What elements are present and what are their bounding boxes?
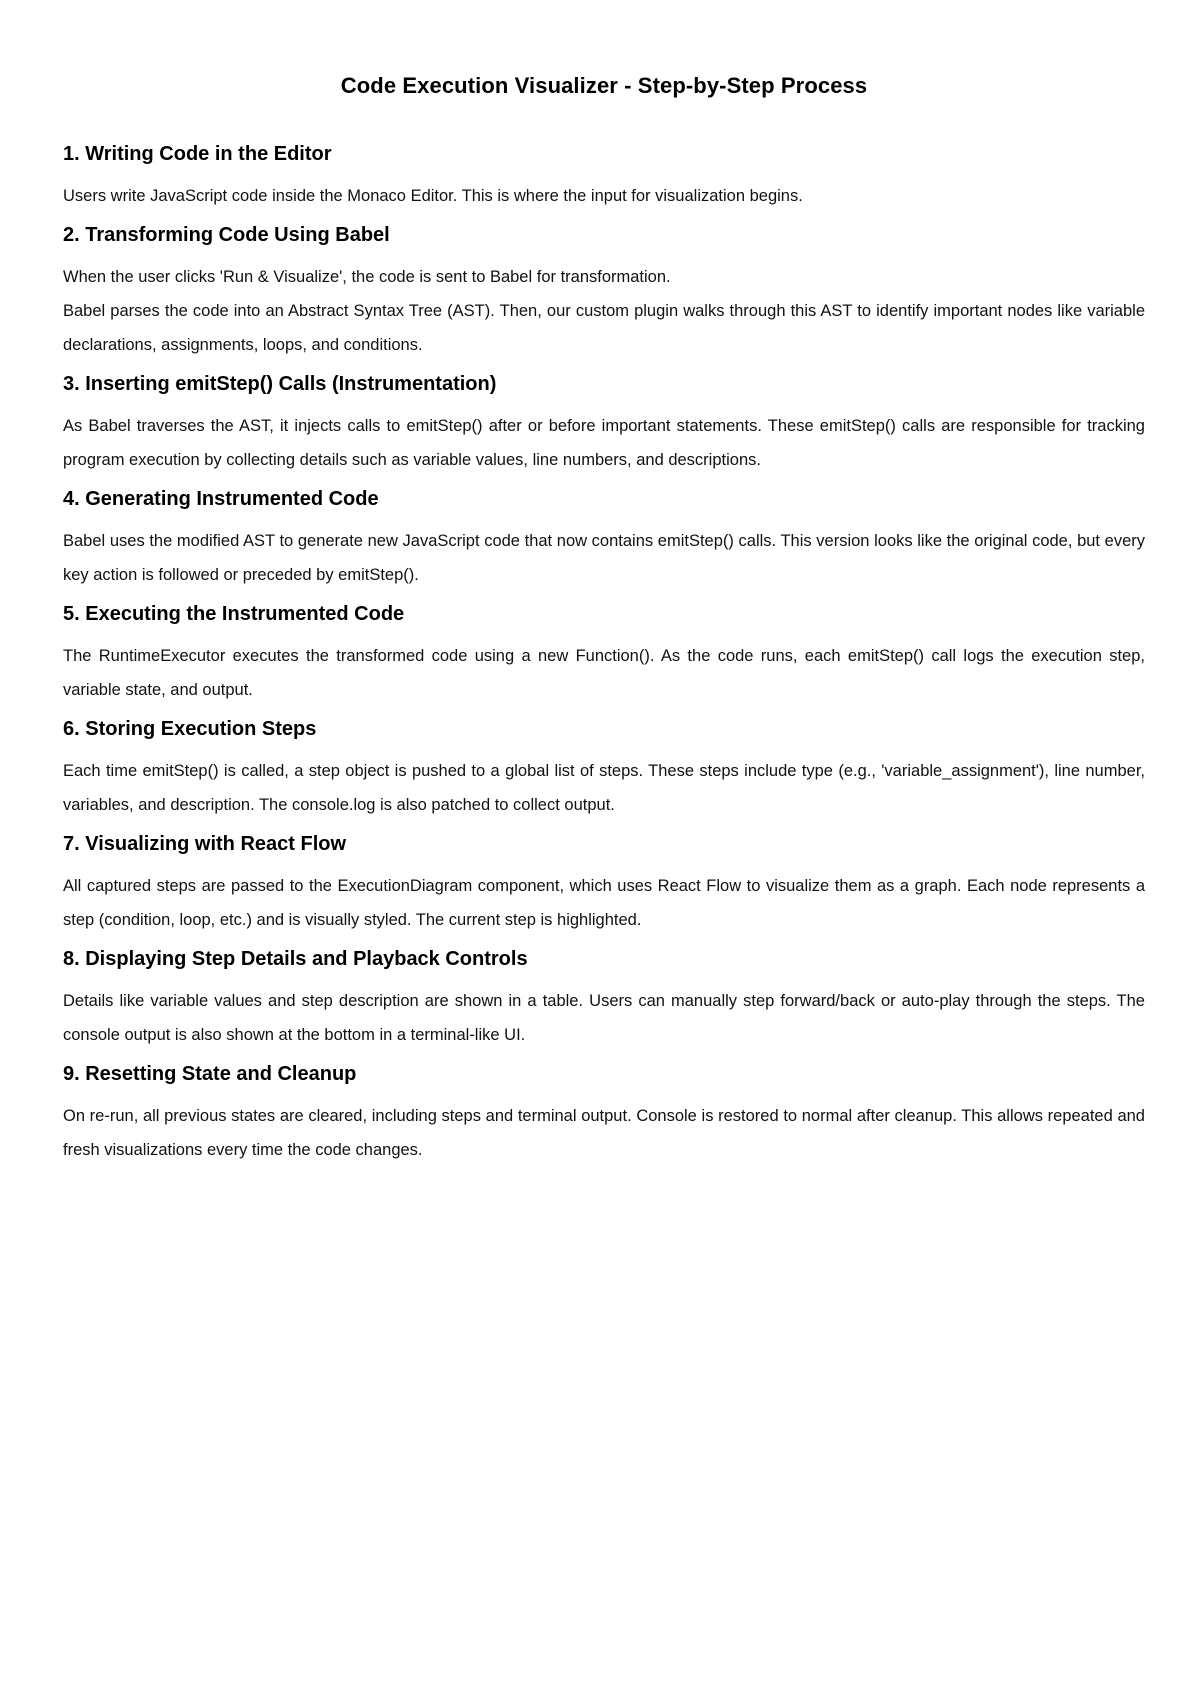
section-heading: 1. Writing Code in the Editor [63, 143, 332, 165]
section-heading: 4. Generating Instrumented Code [63, 488, 379, 510]
section-paragraph: The RuntimeExecutor executes the transformed code using a new Function(). As the code runs, each emitStep() call logs the execution step, variable state, and output. [63, 647, 1145, 699]
section-paragraph: All captured steps are passed to the ExecutionDiagram component, which uses React Flow to visualize them as a graph. Each node represents a step (condition, loop, etc.) and is visually styled. The current step is highlighted. [63, 877, 1145, 929]
section-heading: 5. Executing the Instrumented Code [63, 603, 405, 625]
section-paragraph: On re-run, all previous states are cleared, including steps and terminal output. Console is restored to normal after cleanup. This allows repeated and fresh visualizations every time the code changes. [63, 1107, 1145, 1159]
section-heading: 7. Visualizing with React Flow [63, 833, 347, 855]
document-content [63, 66, 1145, 1174]
section-paragraph: Details like variable values and step description are shown in a table. Users can manually step forward/back or auto-play through the steps. The console output is also shown at the bottom in a terminal-like UI. [63, 992, 1145, 1044]
document-title: Code Execution Visualizer - Step-by-Step Process [340, 73, 868, 98]
section-paragraph: Users write JavaScript code inside the Monaco Editor. This is where the input for visualization begins. [63, 187, 803, 205]
section-heading: 2. Transforming Code Using Babel [63, 224, 390, 246]
section-writing-code [63, 139, 1145, 213]
section-generating-code [63, 484, 1145, 592]
section-paragraph: As Babel traverses the AST, it injects calls to emitStep() after or before important statements. These emitStep() calls are responsible for tracking program execution by collecting details such as variable values, line numbers, and descriptions. [63, 417, 1145, 469]
section-paragraph: When the user clicks 'Run & Visualize', the code is sent to Babel for transformation. [63, 268, 671, 286]
section-storing-steps [63, 714, 1145, 822]
section-paragraph: Each time emitStep() is called, a step object is pushed to a global list of steps. These steps include type (e.g., 'variable_assignment'), line number, variables, and description. The console.log is also patched to collect output. [63, 762, 1145, 814]
section-visualizing-react-flow [63, 829, 1145, 937]
section-paragraph: Babel parses the code into an Abstract Syntax Tree (AST). Then, our custom plugin walks through this AST to identify important nodes like variable declarations, assignments, loops, and conditions. [63, 302, 1145, 354]
section-step-details [63, 944, 1145, 1052]
section-transforming-code [63, 220, 1145, 362]
section-resetting-state [63, 1059, 1145, 1167]
section-heading: 9. Resetting State and Cleanup [63, 1063, 357, 1085]
section-heading: 8. Displaying Step Details and Playback Controls [63, 948, 528, 970]
section-heading: 6. Storing Execution Steps [63, 718, 317, 740]
section-inserting-emitstep [63, 369, 1145, 477]
section-executing-code [63, 599, 1145, 707]
section-heading: 3. Inserting emitStep() Calls (Instrumentation) [63, 373, 497, 395]
section-paragraph: Babel uses the modified AST to generate new JavaScript code that now contains emitStep() calls. This version looks like the original code, but every key action is followed or preceded by emitStep(). [63, 532, 1145, 584]
